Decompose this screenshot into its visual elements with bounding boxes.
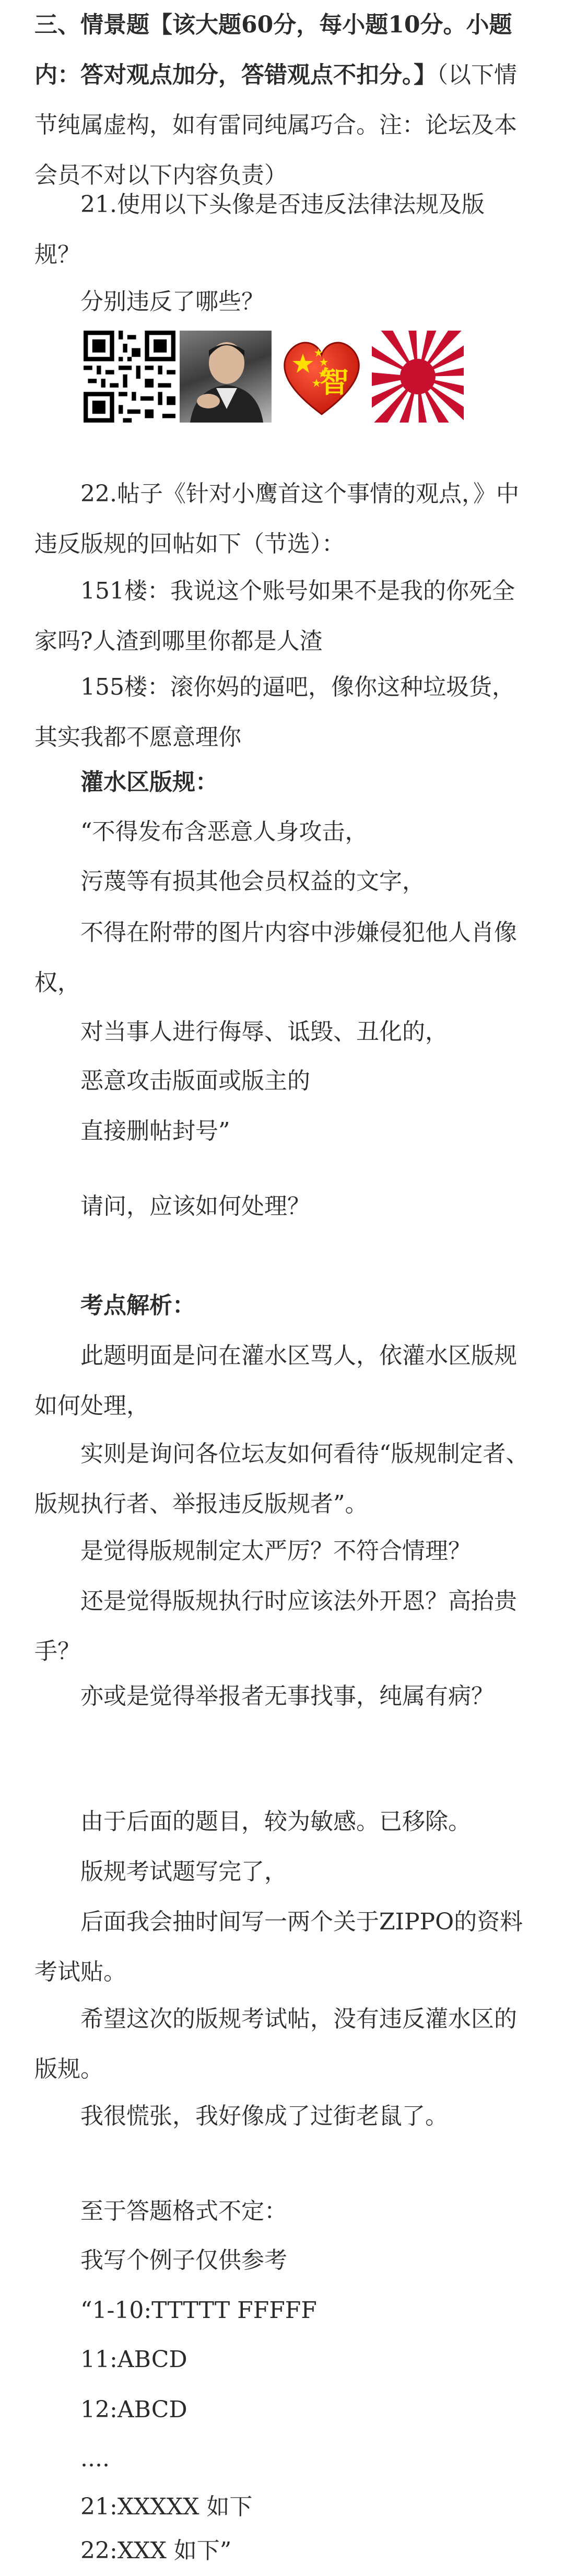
rising-sun-flag-icon <box>372 331 464 423</box>
rule-line: 恶意攻击版面或版主的 <box>80 1068 310 1094</box>
section-note: （以下情节纯属虚构，如有雷同纯属巧合。注：论坛及本会员不对以下内容负责） <box>34 62 517 189</box>
analysis-line: 亦或是觉得举报者无事找事，纯属有病？ <box>80 1683 494 1709</box>
closing-line: 我很慌张，我好像成了过街老鼠了。 <box>80 2103 448 2129</box>
rule-line: 直接删帖封号” <box>80 1118 230 1144</box>
format-line: “1-10:TTTTT FFFFF <box>80 2297 317 2324</box>
format-line: .... <box>80 2445 110 2472</box>
analysis-line: 还是觉得版规执行时应该法外开恩？高抬贵手？ <box>34 1588 517 1665</box>
format-line: 22:XXX 如下” <box>80 2537 232 2564</box>
china-flag-heart-icon <box>276 331 368 423</box>
heart-char: 智 <box>320 366 349 400</box>
closing-line: 由于后面的题目，较为敏感。已移除。 <box>80 1808 471 1835</box>
q21-question: 21.使用以下头像是否违反法律法规及版规？ <box>34 191 485 268</box>
format-line: 12:ABCD <box>80 2396 187 2423</box>
floor-151: 151楼：我说这个账号如果不是我的你死全家吗?人渣到哪里你都是人渣 <box>34 578 515 654</box>
q21-sub: 分别违反了哪些？ <box>80 288 264 315</box>
section-title-text: 三、情景题【该大题60分，每小题10分。小题内：答对观点加分，答错观点不扣分。】 <box>34 11 512 88</box>
closing-line: 希望这次的版规考试帖，没有违反灌水区的版规。 <box>34 2006 517 2082</box>
avatar-images <box>84 331 464 423</box>
rule-line: 不得在附带的图片内容中涉嫌侵犯他人肖像权， <box>34 919 517 996</box>
rule-line: 对当事人进行侮辱、诋毁、丑化的， <box>80 1018 448 1045</box>
analysis-line: 此题明面是问在灌水区骂人，依灌水区版规如何处理， <box>34 1342 517 1419</box>
closing-line: 版规考试题写完了， <box>80 1858 287 1885</box>
format-line: 21:XXXXX 如下 <box>80 2493 253 2520</box>
format-intro: 至于答题格式不定： <box>80 2198 287 2224</box>
portrait-photo <box>180 331 272 423</box>
q22-question: 22.帖子《针对小鹰首这个事情的观点，》中违反版规的回帖如下（节选）： <box>34 481 519 557</box>
rules-title: 灌水区版规： <box>80 769 218 795</box>
format-example: 我写个例子仅供参考 <box>80 2247 287 2274</box>
rule-line: “不得发布含恶意人身攻击， <box>80 818 368 845</box>
section-title <box>34 0 530 201</box>
rule-line: 污蔑等有损其他会员权益的文字， <box>80 868 425 895</box>
analysis-line: 实则是询问各位坛友如何看待“版规制定者、版规执行者、举报违反版规者”。 <box>34 1441 529 1517</box>
analysis-title: 考点解析： <box>80 1292 195 1319</box>
qr-code-icon <box>84 331 175 423</box>
closing-line: 后面我会抽时间写一两个关于ZIPPO的资料考试贴。 <box>34 1908 523 1985</box>
floor-155: 155楼：滚你妈的逼吧，像你这种垃圾货，其实我都不愿意理你 <box>34 674 515 751</box>
question-ask: 请问，应该如何处理？ <box>80 1193 310 1220</box>
analysis-line: 是觉得版规制定太严厉？不符合情理？ <box>80 1538 471 1564</box>
format-line: 11:ABCD <box>80 2346 187 2373</box>
